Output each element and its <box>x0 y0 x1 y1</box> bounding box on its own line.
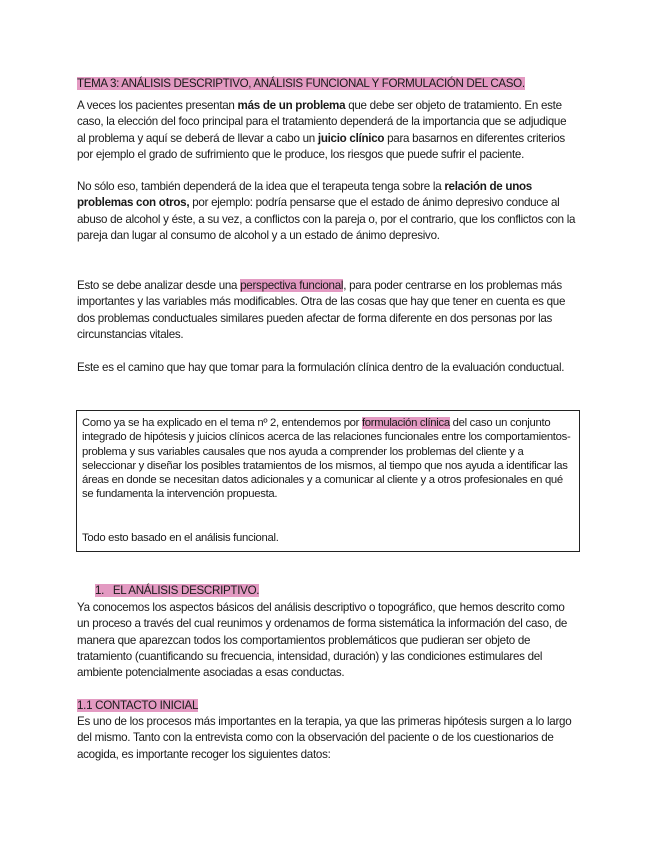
relation-paragraph <box>77 179 577 244</box>
section-1-highlight <box>95 584 259 597</box>
bold-run: relación de unos problemas con otros, <box>77 180 532 210</box>
highlighted-term: formulación clínica <box>361 417 450 429</box>
functional-paragraph <box>77 278 577 343</box>
section-title: EL ANÁLISIS DESCRIPTIVO. <box>112 584 260 597</box>
section-1-body: Ya conocemos los aspectos básicos del análisis descriptivo o topográfico, que hemos descrito como un proceso a través del cual reunimos y ordenamos de forma sistemática la información del caso, de manera que aparezcan todos los comportamientos problemáticos que pudieran ser objeto de tratamiento (cuantificando su frecuencia, intensidad, duración) y las condiciones estimulares del ambiente potencialmente asociadas a esas conductas. <box>77 601 568 680</box>
path-paragraph: Este es el camino que hay que tomar para la formulación clínica dentro de la evaluación conductual. <box>77 361 565 374</box>
text-run: , para poder centrarse en los problemas más importantes y las variables más modificables. Otra de las cosas que hay que tener en cuenta es que dos problemas conductuales similares pueden afectar de forma diferente en dos personas por las circunstancias vitales. <box>77 279 566 341</box>
box-paragraph <box>82 416 572 502</box>
subsection-title: 1.1 CONTACTO INICIAL <box>77 699 199 712</box>
title-highlight: TEMA 3: ANÁLISIS DESCRIPTIVO, ANÁLISIS FUNCIONAL Y FORMULACIÓN DEL CASO. <box>77 77 525 90</box>
section-1-1-heading <box>77 699 198 713</box>
bold-run: juicio clínico <box>317 131 385 145</box>
bold-run: más de un problema <box>237 99 346 112</box>
text-run: del caso un conjunto integrado de hipótesis y juicios clínicos acerca de las relaciones funcionales entre los comportamientos-problema y sus variables causales que nos ayuda a comprender los problemas del cliente y a seleccionar y diseñar los posibles tratamientos de los mismos, al tiempo que nos ayuda a identificar las áreas en donde se necesitan datos adicionales y a comunicar al cliente y a otros profesionales en qué se fundamenta la intervención propuesta. <box>82 417 571 501</box>
section-1-1-body: Es uno de los procesos más importantes en la terapia, ya que las primeras hipótesis surgen a lo largo del mismo. Tanto con la entrevista como con la observación del paciente o de los cuestionarios de acogida, es importante recoger los siguientes datos: <box>77 715 572 761</box>
section-1-heading <box>95 584 259 598</box>
highlighted-term: perspectiva funcional <box>240 279 344 292</box>
text-run: por ejemplo: podría pensarse que el estado de ánimo depresivo conduce al abuso de alcohol y éste, a su vez, a conflictos con la pareja o, por el contrario, que los conflictos con la pareja dan lugar al consumo de alcohol y a un estado de ánimo depresivo. <box>77 196 576 242</box>
page-title <box>77 77 525 91</box>
text-run: Como ya se ha explicado en el tema nº 2, entendemos por <box>82 417 362 429</box>
text-run: que debe ser objeto de tratamiento. En este caso, la elección del foco principal para el tratamiento dependerá de la importancia que se adjudique al problema y aquí se deberá de llevar a cabo un <box>77 99 567 145</box>
definition-box <box>76 410 580 552</box>
section-number: 1. <box>95 584 105 597</box>
text-run: No sólo eso, también dependerá de la idea que el terapeuta tenga sobre la <box>77 180 445 193</box>
intro-paragraph <box>77 98 577 163</box>
text-run: para basarnos en diferentes criterios por ejemplo el grado de sufrimiento que le produce, los riesgos que puede sufrir el paciente. <box>77 131 565 161</box>
box-closing: Todo esto basado en el análisis funcional. <box>82 532 279 544</box>
text-run: A veces los pacientes presentan <box>77 99 238 112</box>
text-run: Esto se debe analizar desde una <box>77 279 241 292</box>
